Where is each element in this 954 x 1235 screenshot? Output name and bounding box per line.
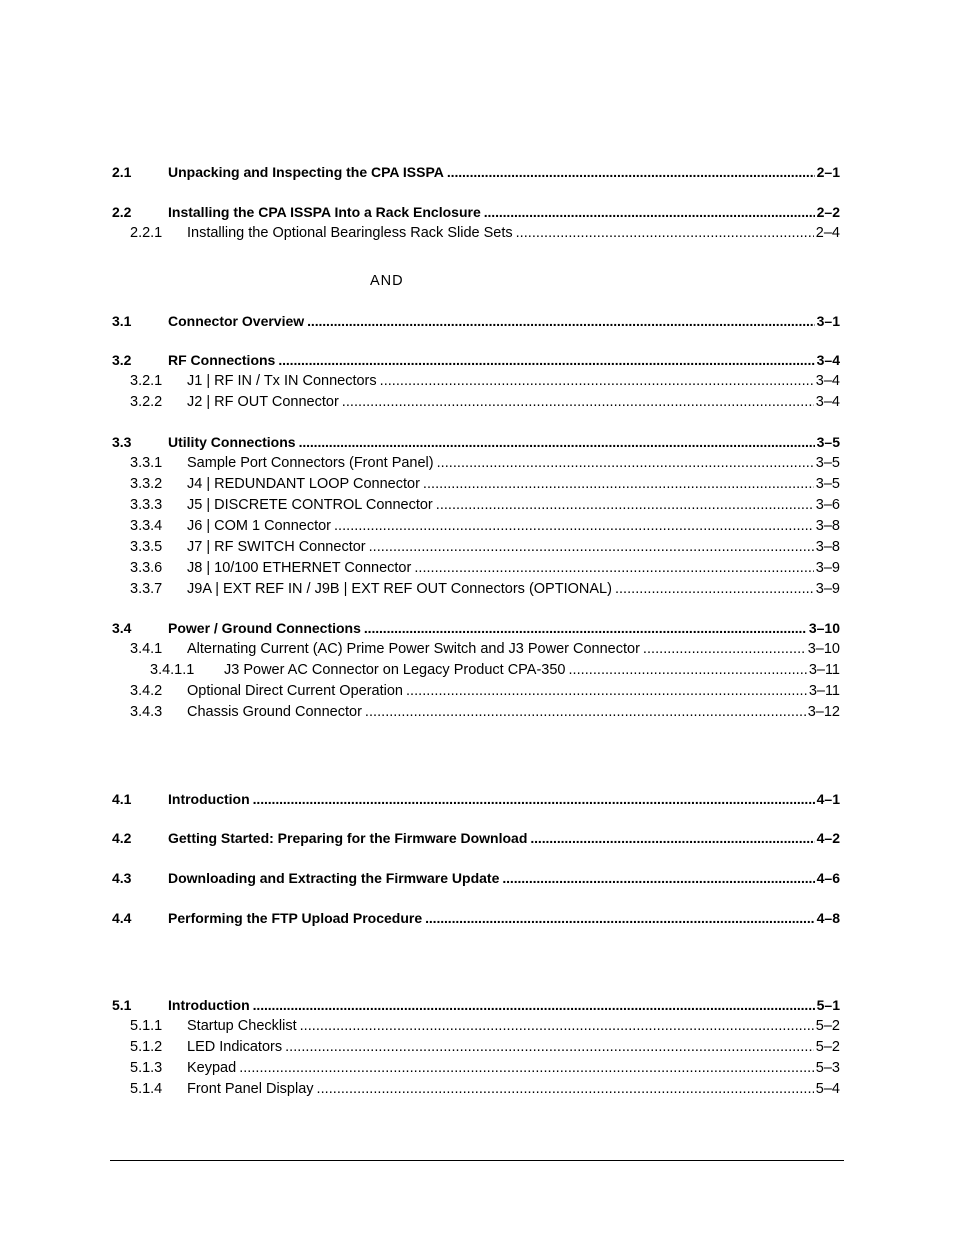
toc-entry-page: 3–10 [808, 620, 840, 636]
toc-entry-page: 4–6 [816, 870, 840, 886]
toc-entry-page: 2–2 [816, 204, 840, 220]
toc-entry-title: Introduction [168, 997, 250, 1013]
toc-entry-title: Unpacking and Inspecting the CPA ISSPA [168, 164, 444, 180]
toc-entry[interactable] [0, 453, 954, 473]
toc-leader-dots [300, 1016, 814, 1036]
toc-entry-page: 3–9 [815, 581, 840, 597]
toc-leader-dots [568, 660, 806, 680]
toc-entry[interactable] [0, 1079, 954, 1099]
toc-entry-title: Utility Connections [168, 434, 296, 450]
toc-entry-page: 3–4 [815, 394, 840, 410]
toc-entry-number: 3.3.4 [130, 518, 163, 534]
toc-entry-title: Installing the CPA ISSPA Into a Rack Enclosure [168, 204, 481, 220]
toc-entry-page: 4–8 [816, 910, 840, 926]
toc-entry-number: 3.2.2 [130, 394, 163, 410]
toc-entry-title: Alternating Current (AC) Prime Power Switch and J3 Power Connector [187, 641, 640, 657]
toc-entry[interactable] [0, 392, 954, 412]
toc-entry-number: 3.4.1 [130, 641, 163, 657]
toc-entry-page: 3–11 [808, 683, 840, 699]
toc-leader-dots [423, 474, 814, 494]
toc-entry-title: Performing the FTP Upload Procedure [168, 910, 423, 926]
toc-leader-dots [365, 702, 806, 722]
toc-entry-number: 3.4.3 [130, 704, 163, 720]
toc-leader-dots [317, 1079, 814, 1099]
toc-entry-number: 3.3 [112, 434, 132, 450]
toc-entry-page: 3–9 [815, 560, 840, 576]
toc-entry-number: 5.1.4 [130, 1081, 163, 1097]
toc-entry[interactable] [0, 995, 954, 1015]
toc-leader-dots [643, 639, 806, 659]
toc-entry-title: J1 | RF IN / Tx IN Connectors [187, 373, 377, 389]
toc-entry-title: Downloading and Extracting the Firmware Update [168, 870, 500, 886]
toc-leader-dots [239, 1058, 814, 1078]
toc-entry-title: J2 | RF OUT Connector [187, 394, 339, 410]
toc-leader-dots [447, 162, 815, 182]
toc-entry-number: 3.3.7 [130, 581, 163, 597]
toc-entry-page: 3–5 [815, 455, 840, 471]
toc-entry-number: 4.2 [112, 830, 132, 846]
footer-divider [110, 1160, 844, 1161]
toc-entry[interactable] [0, 202, 954, 222]
toc-entry[interactable] [0, 639, 954, 659]
toc-entry-title: J8 | 10/100 ETHERNET Connector [187, 560, 412, 576]
toc-leader-dots [253, 789, 815, 809]
toc-entry[interactable] [0, 702, 954, 722]
toc-entry-title: Introduction [168, 791, 250, 807]
toc-entry-number: 3.3.1 [130, 455, 163, 471]
toc-entry[interactable] [0, 516, 954, 536]
toc-entry-page: 5–2 [815, 1039, 840, 1055]
toc-entry-page: 2–4 [815, 225, 840, 241]
toc-entry[interactable] [0, 558, 954, 578]
toc-entry-number: 3.3.2 [130, 476, 163, 492]
toc-entry-page: 3–5 [815, 476, 840, 492]
toc-entry[interactable] [0, 618, 954, 638]
toc-entry-number: 3.2.1 [130, 373, 163, 389]
toc-entry-title: J3 Power AC Connector on Legacy Product CPA-350 [224, 662, 566, 678]
toc-leader-dots [615, 579, 814, 599]
toc-leader-dots [406, 681, 807, 701]
toc-leader-dots [285, 1037, 814, 1057]
toc-entry-page: 3–4 [815, 373, 840, 389]
toc-leader-dots [425, 908, 815, 928]
toc-entry[interactable] [0, 1058, 954, 1078]
toc-entry-number: 2.2.1 [130, 225, 163, 241]
toc-entry-number: 4.1 [112, 791, 132, 807]
toc-entry-number: 5.1 [112, 997, 132, 1013]
toc-entry-title: RF Connections [168, 352, 276, 368]
toc-entry[interactable] [0, 474, 954, 494]
toc-entry-title: J4 | REDUNDANT LOOP Connector [187, 476, 420, 492]
toc-entry[interactable] [0, 789, 954, 809]
toc-leader-dots [530, 828, 814, 848]
toc-entry-number: 3.4 [112, 620, 132, 636]
toc-entry-number: 3.1 [112, 313, 132, 329]
toc-entry[interactable] [0, 162, 954, 182]
toc-entry-number: 3.4.1.1 [150, 662, 195, 678]
toc-leader-dots [436, 495, 814, 515]
toc-entry[interactable] [0, 908, 954, 928]
toc-entry-number: 5.1.2 [130, 1039, 163, 1055]
toc-entry-page: 4–2 [816, 830, 840, 846]
toc-entry-title: Chassis Ground Connector [187, 704, 362, 720]
toc-entry-page: 3–5 [816, 434, 840, 450]
toc-entry[interactable] [0, 311, 954, 331]
toc-leader-dots [484, 202, 815, 222]
toc-entry-title: J9A | EXT REF IN / J9B | EXT REF OUT Connectors (OPTIONAL) [187, 581, 612, 597]
toc-entry-page: 5–4 [815, 1081, 840, 1097]
and-separator-label: AND [370, 273, 404, 289]
toc-entry-page: 5–3 [815, 1060, 840, 1076]
toc-leader-dots [369, 537, 814, 557]
toc-entry-number: 5.1.3 [130, 1060, 163, 1076]
toc-leader-dots [516, 223, 814, 243]
toc-entry-number: 4.4 [112, 910, 132, 926]
toc-entry[interactable] [0, 432, 954, 452]
toc-entry[interactable] [0, 350, 954, 370]
toc-entry-number: 4.3 [112, 870, 132, 886]
toc-entry-page: 3–11 [808, 662, 840, 678]
toc-entry-title: LED Indicators [187, 1039, 283, 1055]
toc-entry-title: J6 | COM 1 Connector [187, 518, 331, 534]
toc-leader-dots [414, 558, 813, 578]
toc-leader-dots [380, 371, 814, 391]
toc-entry-page: 3–6 [815, 497, 840, 513]
toc-entry-title: Keypad [187, 1060, 237, 1076]
toc-entry-page: 5–1 [816, 997, 840, 1013]
toc-entry-title: Sample Port Connectors (Front Panel) [187, 455, 434, 471]
toc-entry-page: 3–10 [807, 641, 840, 657]
toc-entry[interactable] [0, 868, 954, 888]
toc-entry-page: 4–1 [816, 791, 840, 807]
toc-leader-dots [502, 868, 814, 888]
toc-leader-dots [253, 995, 815, 1015]
toc-entry-title: J7 | RF SWITCH Connector [187, 539, 366, 555]
toc-entry[interactable] [0, 223, 954, 243]
toc-entry-page: 3–1 [816, 313, 840, 329]
toc-entry-page: 2–1 [816, 164, 840, 180]
toc-entry-number: 3.4.2 [130, 683, 163, 699]
toc-entry[interactable] [0, 660, 954, 680]
toc-entry[interactable] [0, 681, 954, 701]
toc-entry[interactable] [0, 495, 954, 515]
toc-leader-dots [364, 618, 807, 638]
toc-entry[interactable] [0, 579, 954, 599]
toc-entry-number: 2.1 [112, 164, 132, 180]
toc-entry-title: Installing the Optional Bearingless Rack Slide Sets [187, 225, 513, 241]
toc-entry-page: 3–12 [807, 704, 840, 720]
toc-entry-number: 5.1.1 [130, 1018, 163, 1034]
toc-entry-number: 3.3.6 [130, 560, 163, 576]
toc-leader-dots [307, 311, 814, 331]
toc-entry-number: 2.2 [112, 204, 132, 220]
toc-entry-title: Connector Overview [168, 313, 305, 329]
toc-leader-dots [437, 453, 814, 473]
toc-entry[interactable] [0, 1037, 954, 1057]
toc-entry-title: Front Panel Display [187, 1081, 314, 1097]
toc-entry-page: 3–8 [815, 518, 840, 534]
toc-leader-dots [299, 432, 815, 452]
toc-entry-title: Startup Checklist [187, 1018, 297, 1034]
toc-entry-title: Optional Direct Current Operation [187, 683, 403, 699]
toc-entry-page: 5–2 [815, 1018, 840, 1034]
toc-leader-dots [278, 350, 814, 370]
toc-entry-title: Getting Started: Preparing for the Firmware Download [168, 830, 528, 846]
toc-entry[interactable] [0, 1016, 954, 1036]
toc-entry[interactable] [0, 828, 954, 848]
toc-entry-title: Power / Ground Connections [168, 620, 361, 636]
toc-entry-title: J5 | DISCRETE CONTROL Connector [187, 497, 433, 513]
toc-entry-number: 3.2 [112, 352, 132, 368]
toc-leader-dots [342, 392, 814, 412]
toc-entry-number: 3.3.3 [130, 497, 163, 513]
toc-entry-page: 3–4 [816, 352, 840, 368]
toc-leader-dots [334, 516, 814, 536]
toc-entry[interactable] [0, 371, 954, 391]
toc-entry-number: 3.3.5 [130, 539, 163, 555]
toc-entry-page: 3–8 [815, 539, 840, 555]
toc-entry[interactable] [0, 537, 954, 557]
